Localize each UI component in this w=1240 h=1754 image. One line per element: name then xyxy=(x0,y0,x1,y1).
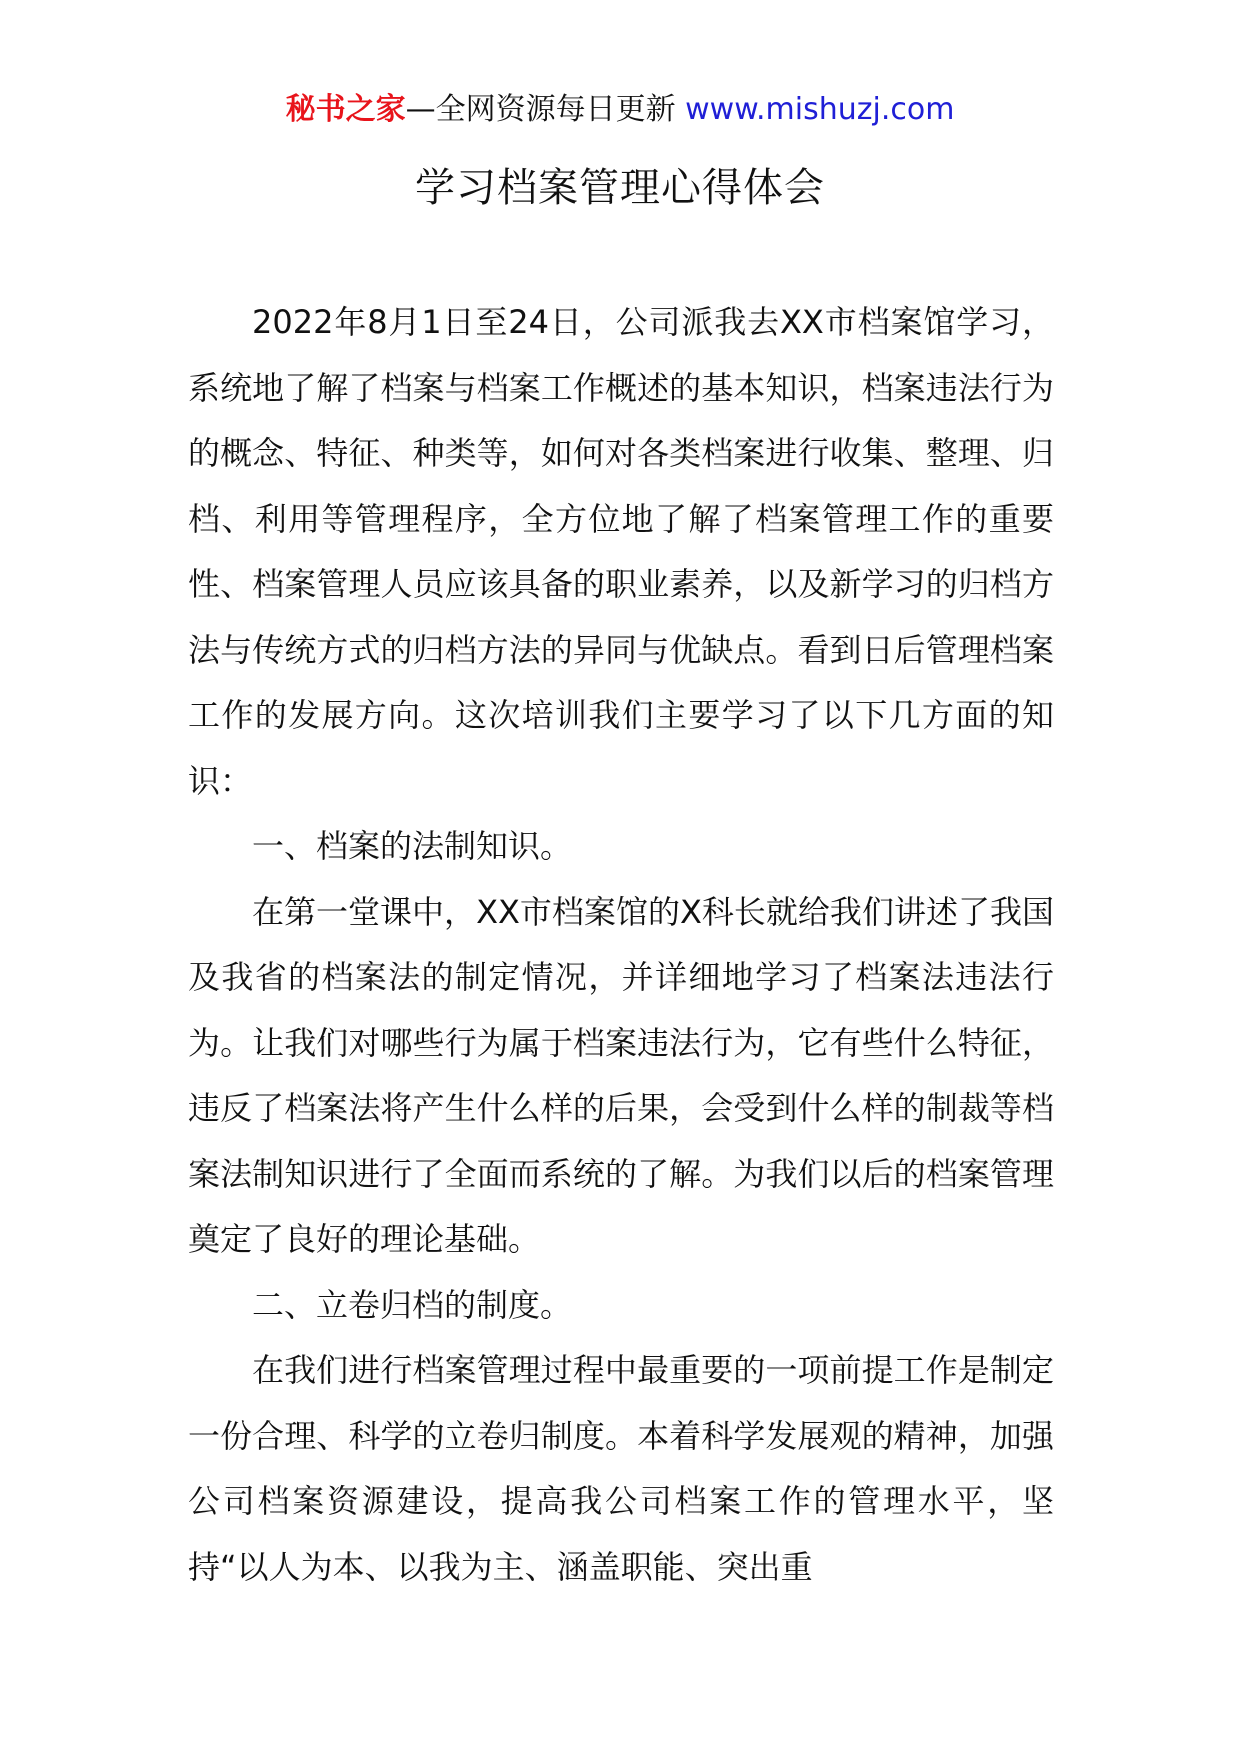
document-body xyxy=(188,290,1054,1600)
site-link[interactable]: www.mishuzj.com xyxy=(685,92,955,127)
paragraph-section-1: 在第一堂课中，XX市档案馆的X科长就给我们讲述了我国及我省的档案法的制定情况，并详细地学习了档案法违法行为。让我们对哪些行为属于档案违法行为，它有些什么特征，违反了档案法将产生什么样的后果，会受到什么样的制裁等档案法制知识进行了全面而系统的了解。为我们以后的档案管理奠定了良好的理论基础。 xyxy=(188,892,1054,1258)
header-tagline: —全网资源每日更新 xyxy=(405,92,676,127)
section-heading-1: 一、档案的法制知识。 xyxy=(252,827,573,865)
document-title: 学习档案管理心得体会 xyxy=(415,165,825,211)
site-header xyxy=(0,90,1240,130)
paragraph-section-2: 在我们进行档案管理过程中最重要的一项前提工作是制定一份合理、科学的立卷归制度。本着科学发展观的精神，加强公司档案资源建设，提高我公司档案工作的管理水平，坚持“以人为本、以我为主、涵盖职能、突出重 xyxy=(188,1351,1054,1586)
section-heading-2: 二、立卷归档的制度。 xyxy=(252,1285,573,1324)
brand-name: 秘书之家 xyxy=(285,92,406,127)
paragraph-intro: 2022年8月1日至24日，公司派我去XX市档案馆学习，系统地了解了档案与档案工作概述的基本知识，档案违法行为的概念、特征、种类等，如何对各类档案进行收集、整理、归档、利用等管理程序，全方位地了解了档案管理工作的重要性、档案管理人员应该具备的职业素养，以及新学习的归档方法与传统方式的归档方法的异同与优缺点。看到日后管理档案工作的发展方向。这次培训我们主要学习了以下几方面的知识： xyxy=(188,303,1054,800)
